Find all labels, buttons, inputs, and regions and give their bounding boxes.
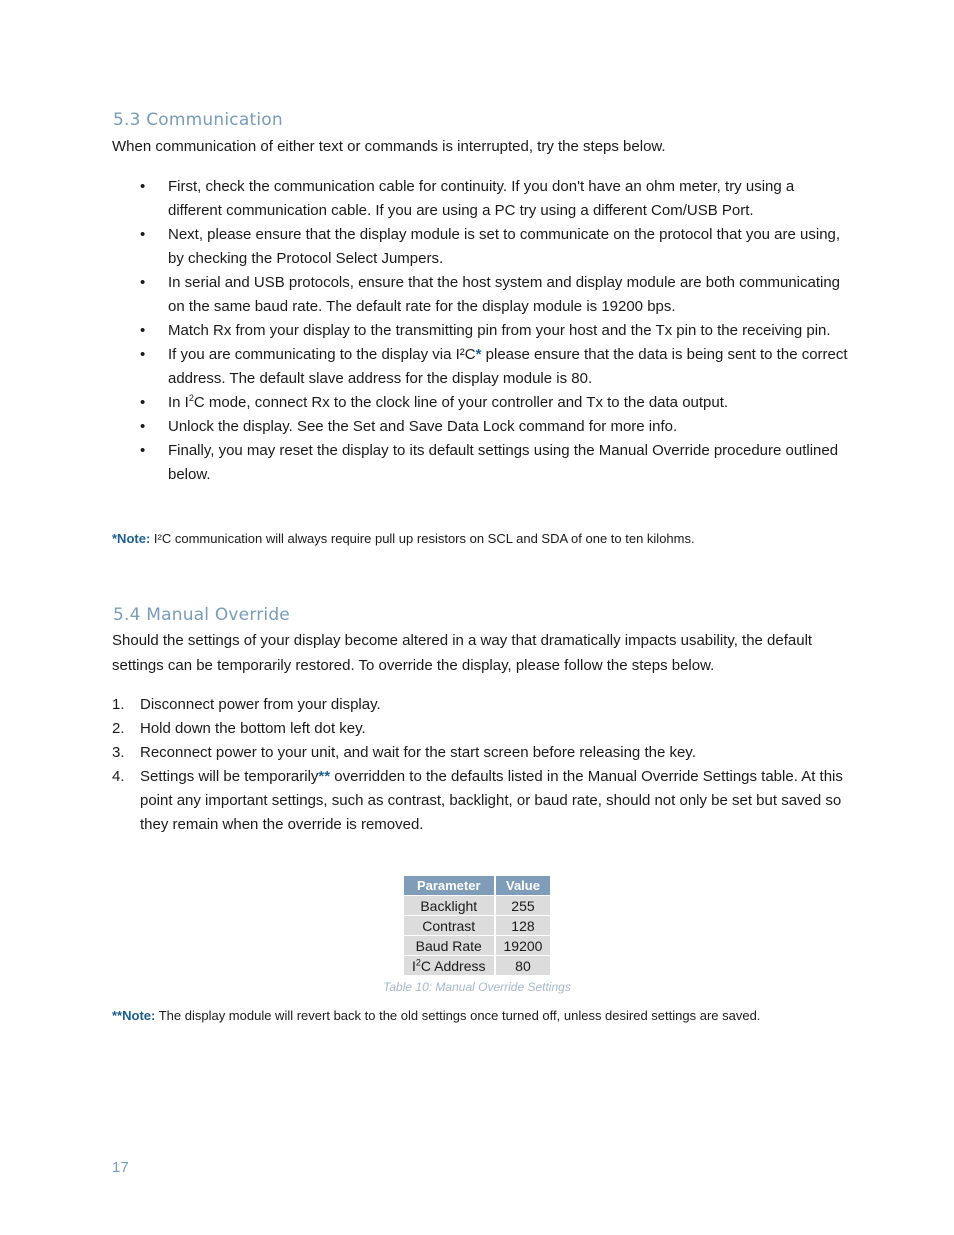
list-item-text: In serial and USB protocols, ensure that the host system and display module are both communicating on the same baud rate. The default rate for the display module is 19200 bps. (168, 274, 841, 315)
list-item (112, 223, 852, 271)
bullet-glyph: • (140, 178, 146, 195)
bullet-glyph: • (140, 346, 146, 363)
cell-text: C Address (420, 957, 486, 974)
table-cell-parameter: Baud Rate (404, 935, 494, 955)
communication-note (112, 530, 852, 548)
section-heading-communication: 5.3 Communication (113, 110, 283, 130)
step-text: Reconnect power to your unit, and wait for the start screen before releasing the key. (140, 744, 696, 761)
table-cell-value: 19200 (496, 935, 551, 955)
list-item-text: please ensure that the data is being sent to the correct address. The default slave address for the display module is 80. (168, 346, 848, 387)
page-number: 17 (112, 1159, 129, 1176)
list-item (112, 765, 852, 837)
list-item-text: Next, please ensure that the display module is set to communicate on the protocol that you are using, by checking the Protocol Select Jumpers. (168, 226, 841, 267)
bullet-glyph: • (140, 418, 146, 435)
list-item (112, 175, 852, 223)
list-item (112, 271, 852, 319)
step-text: overridden to the defaults listed in the Manual Override Settings table. At this point any important settings, such as contrast, backlight, or baud rate, should not only be set but saved so they remain when the override is removed. (140, 768, 843, 833)
step-number: 1. (112, 696, 125, 713)
superscript: 2 (188, 393, 194, 403)
table-row (404, 915, 550, 935)
list-item (112, 343, 852, 391)
bullet-glyph: • (140, 274, 146, 291)
table-cell-value: 128 (496, 915, 551, 935)
list-item-text: In I (168, 394, 189, 411)
list-item-text: If you are communicating to the display via I²C (168, 346, 476, 363)
superscript: 2 (415, 956, 421, 967)
table-cell-value: 255 (496, 895, 551, 915)
table-cell-value: 80 (496, 955, 551, 975)
list-item (112, 741, 852, 765)
bullet-glyph: • (140, 322, 146, 339)
manual-override-note (112, 1007, 852, 1025)
list-item-text: Unlock the display. See the Set and Save Data Lock command for more info. (168, 418, 678, 435)
note-label: *Note: (112, 531, 151, 546)
footnote-marker: ** (318, 768, 331, 785)
table-header-parameter: Parameter (404, 876, 494, 895)
footnote-marker: * (475, 346, 482, 363)
note-text: The display module will revert back to the old settings once turned off, unless desired settings are saved. (155, 1008, 761, 1023)
manual-override-steps (112, 693, 852, 837)
table-cell-parameter (404, 955, 494, 975)
table-row (404, 895, 550, 915)
table-row (404, 955, 550, 975)
note-text: I²C communication will always require pull up resistors on SCL and SDA of one to ten kilohms. (150, 531, 695, 546)
section-heading-manual-override: 5.4 Manual Override (113, 605, 290, 625)
list-item (112, 415, 852, 439)
bullet-glyph: • (140, 226, 146, 243)
list-item (112, 319, 852, 343)
list-item (112, 693, 852, 717)
table-row (404, 935, 550, 955)
table-caption: Table 10: Manual Override Settings (383, 980, 571, 994)
list-item (112, 439, 852, 487)
step-number: 2. (112, 720, 125, 737)
step-number: 3. (112, 744, 125, 761)
list-item-text: First, check the communication cable for continuity. If you don't have an ohm meter, try using a different communication cable. If you are using a PC try using a different Com/USB Port. (168, 178, 795, 219)
cell-text: I (412, 957, 416, 974)
table-cell-parameter: Contrast (404, 915, 494, 935)
list-item (112, 717, 852, 741)
communication-bullet-list (112, 175, 852, 487)
bullet-glyph: • (140, 442, 146, 459)
communication-intro: When communication of either text or commands is interrupted, try the steps below. (112, 138, 666, 155)
bullet-glyph: • (140, 394, 146, 411)
table-cell-parameter: Backlight (404, 895, 494, 915)
note-label: **Note: (112, 1008, 156, 1023)
step-text: Settings will be temporarily (140, 768, 319, 785)
manual-override-settings-table (402, 876, 552, 975)
list-item-text: Finally, you may reset the display to its default settings using the Manual Override procedure outlined below. (168, 442, 839, 483)
list-item-text: C mode, connect Rx to the clock line of your controller and Tx to the data output. (193, 394, 729, 411)
step-text: Hold down the bottom left dot key. (140, 720, 366, 737)
manual-override-intro: Should the settings of your display become altered in a way that dramatically impacts usability, the default settings can be temporarily restored. To override the display, please follow the steps below. (112, 632, 813, 674)
list-item-text: Match Rx from your display to the transmitting pin from your host and the Tx pin to the receiving pin. (168, 322, 831, 339)
list-item (112, 391, 852, 415)
step-number: 4. (112, 768, 125, 785)
table-header-row (404, 876, 550, 895)
step-text: Disconnect power from your display. (140, 696, 381, 713)
table-header-value: Value (496, 876, 551, 895)
